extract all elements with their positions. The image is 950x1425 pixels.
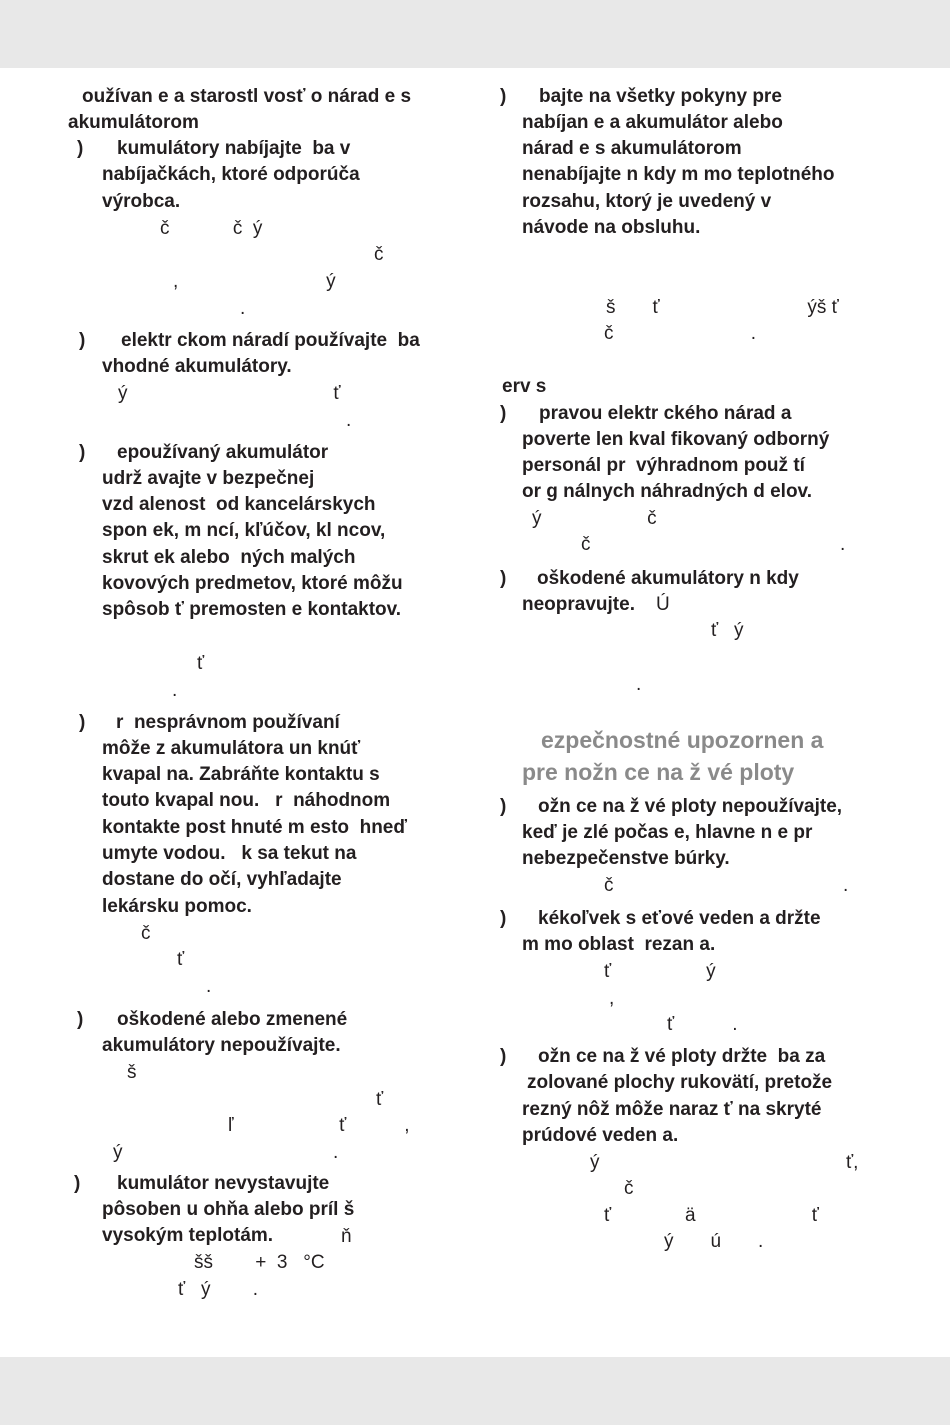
text-line: touto kvapal nou. r náhodnom: [102, 790, 391, 811]
text-line: .: [636, 674, 642, 695]
text-line: ,: [609, 988, 615, 1009]
text-line: ): [500, 86, 507, 107]
text-line: oškodené alebo zmenené: [117, 1009, 348, 1030]
text-line: elektr ckom náradí používajte ba: [121, 330, 420, 351]
section-heading-line: pre nožn ce na ž vé ploty: [522, 759, 795, 785]
text-line: výrobca.: [102, 191, 181, 212]
text-line: erv s: [502, 376, 547, 397]
text-line: udrž avajte v bezpečnej: [102, 468, 315, 489]
text-line: pravou elektr ckého nárad a: [539, 403, 792, 424]
text-line: vhodné akumulátory.: [102, 356, 292, 377]
text-line: ť ä ť: [604, 1205, 819, 1226]
text-line: ožn ce na ž vé ploty držte ba za: [538, 1046, 826, 1067]
text-line: môže z akumulátora un knúť: [102, 738, 361, 759]
text-line: ť: [376, 1089, 384, 1110]
text-line: rezný nôž môže naraz ť na skryté: [522, 1099, 822, 1120]
text-line: personál pr výhradnom použ tí: [522, 455, 805, 476]
text-line: prúdové veden a.: [522, 1125, 679, 1146]
text-line: akumulátory nepoužívajte.: [102, 1035, 341, 1056]
text-line: zolované plochy rukovätí, pretože: [527, 1072, 833, 1093]
text-line: akumulátorom: [68, 112, 199, 133]
text-line: keď je zlé počas e, hlavne n e pr: [522, 822, 813, 843]
text-line: vzd alenost od kancelárskych: [102, 494, 376, 515]
text-line: ): [500, 1046, 507, 1067]
text-line: č: [581, 534, 591, 555]
text-line: epoužívaný akumulátor: [117, 442, 329, 463]
text-line: ý ú .: [664, 1231, 764, 1252]
text-line: ý: [113, 1142, 123, 1163]
text-line: dostane do očí, vyhľadajte: [102, 869, 342, 890]
text-line: ožn ce na ž vé ploty nepoužívajte,: [538, 796, 843, 817]
text-line: .: [206, 976, 212, 997]
text-line: kontakte post hnuté m esto hneď: [102, 817, 408, 838]
text-line: č: [141, 923, 151, 944]
text-line: spon ek, m ncí, kľúčov, kl ncov,: [102, 520, 386, 541]
top-margin-band: [0, 0, 950, 68]
text-line: .: [172, 680, 178, 701]
text-line: ý č: [532, 508, 657, 529]
text-line: bajte na všetky pokyny pre: [539, 86, 782, 107]
text-line: .: [840, 534, 846, 555]
text-line: or g nálnych náhradných d elov.: [522, 481, 812, 502]
text-line: nárad e s akumulátorom: [522, 138, 742, 159]
text-line: oužívan e a starostl vosť o nárad e s: [82, 86, 412, 107]
text-line: kékoľvek s eťové veden a držte: [538, 908, 821, 929]
text-line: č: [604, 875, 614, 896]
text-line: .: [240, 298, 246, 319]
text-line: vysokým teplotám.: [102, 1225, 274, 1246]
text-line: ť: [197, 653, 205, 674]
text-line: .: [346, 410, 352, 431]
text-line: nabíjan e a akumulátor alebo: [522, 112, 783, 133]
text-line: ): [500, 568, 507, 589]
text-line: rozsahu, ktorý je uvedený v: [522, 191, 772, 212]
text-line: poverte len kval fikovaný odborný: [522, 429, 830, 450]
text-line: .: [843, 875, 849, 896]
text-line: návode na obsluhu.: [522, 217, 701, 238]
text-line: č: [624, 1178, 634, 1199]
text-line: nabíjačkách, ktoré odporúča: [102, 164, 360, 185]
text-line: r nesprávnom používaní: [116, 712, 340, 733]
text-line: ť .: [667, 1014, 738, 1035]
text-line: umyte vodou. k sa tekut na: [102, 843, 357, 864]
text-line: š: [127, 1062, 137, 1083]
text-line: m mo oblast rezan a.: [522, 934, 716, 955]
text-line: ): [500, 403, 507, 424]
text-line: ): [79, 330, 86, 351]
text-line: nenabíjajte n kdy m mo teplotného: [522, 164, 835, 185]
text-line: , ý: [173, 271, 336, 292]
text-line: ý: [590, 1152, 600, 1173]
text-line: nebezpečenstve búrky.: [522, 848, 730, 869]
bottom-margin-band: [0, 1357, 950, 1425]
text-line: kvapal na. Zabráňte kontaktu s: [102, 764, 380, 785]
text-line: ý ť: [118, 383, 341, 404]
text-line: ): [79, 712, 86, 733]
text-line: ť ý: [711, 620, 744, 641]
text-line: ): [74, 1173, 81, 1194]
text-line: ť,: [846, 1152, 859, 1173]
section-heading-line: ezpečnostné upozornen a: [541, 727, 824, 753]
text-line: ): [500, 908, 507, 929]
text-line: kovových predmetov, ktoré môžu: [102, 573, 403, 594]
text-line: č .: [604, 323, 757, 344]
text-line: ): [79, 442, 86, 463]
text-line: spôsob ť premosten e kontaktov.: [102, 599, 402, 620]
text-line: š ť ýš ť: [606, 297, 839, 318]
text-line: kumulátory nabíjajte ba v: [117, 138, 351, 159]
text-line: č č ý: [160, 218, 263, 239]
text-line: č: [374, 244, 384, 265]
text-line: pôsoben u ohňa alebo príl š: [102, 1199, 355, 1220]
text-line: ): [77, 138, 84, 159]
text-line: skrut ek alebo ných malých: [102, 547, 356, 568]
text-line: ť ý: [604, 961, 716, 982]
text-line: šš + 3 °C: [194, 1252, 325, 1273]
text-line: .: [333, 1142, 339, 1163]
text-line: neopravujte.: [522, 594, 635, 615]
text-line: ň: [341, 1226, 352, 1247]
text-line: kumulátor nevystavujte: [117, 1173, 330, 1194]
text-line: ): [77, 1009, 84, 1030]
text-line: ť ý .: [178, 1279, 258, 1300]
text-line: oškodené akumulátory n kdy: [537, 568, 799, 589]
text-line: lekársku pomoc.: [102, 896, 252, 917]
text-line: ): [500, 796, 507, 817]
text-line: ľ ť ,: [228, 1115, 410, 1136]
text-line: ť: [177, 949, 185, 970]
text-line: Ú: [656, 594, 670, 615]
